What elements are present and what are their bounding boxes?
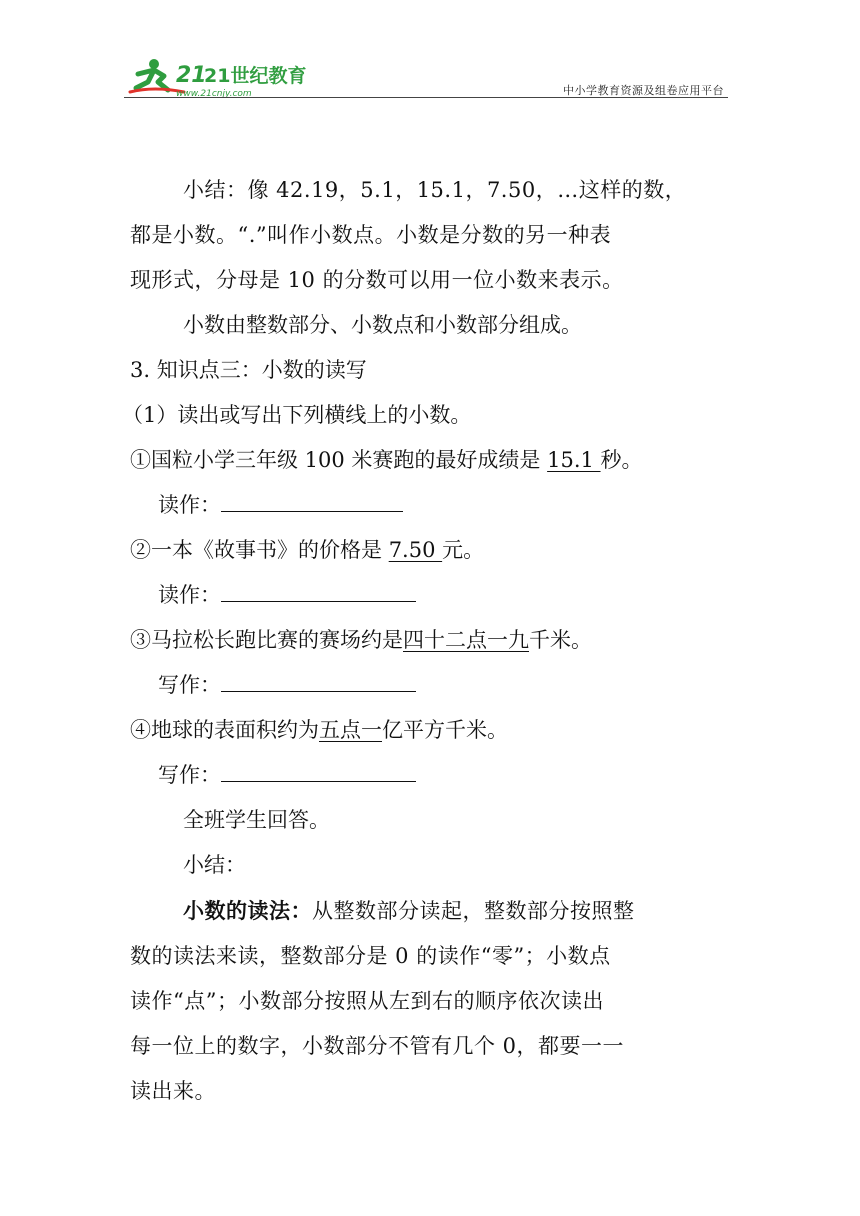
class-answer: 全班学生回答。 (183, 808, 330, 832)
question-1-unit: 秒。 (600, 448, 643, 472)
question-3-unit: 千米。 (529, 628, 592, 652)
platform-name: 中小学教育资源及组卷应用平台 (563, 84, 724, 97)
question-1-number: 15.1 (547, 448, 601, 472)
reading-rule-line-4: 每一位上的数字，小数部分不管有几个 0，都要一一 (130, 1034, 625, 1058)
question-3-text: ③马拉松长跑比赛的赛场约是 (130, 628, 403, 652)
logo-icon (124, 52, 314, 100)
answer-1 (130, 483, 730, 528)
summary-2-label: 小结： (183, 853, 246, 877)
summary-line-3: 现形式，分母是 10 的分数可以用一位小数来表示。 (130, 268, 624, 292)
answer-4 (130, 753, 730, 798)
reading-rule-line-3: 读作“点”；小数部分按照从左到右的顺序依次读出 (130, 989, 604, 1013)
question-2-text: ②一本《故事书》的价格是 (130, 538, 389, 562)
question-2-number: 7.50 (388, 538, 443, 562)
answer-4-label: 写作： (158, 763, 221, 787)
question-3-number: 四十二点一九 (403, 628, 529, 652)
reading-rule-text-1: 从整数部分读起，整数部分按照整 (312, 899, 635, 923)
logo-url: www.21cnjy.com (176, 89, 252, 99)
section-title: 3. 知识点三：小数的读写 (130, 358, 367, 382)
answer-1-blank[interactable] (221, 487, 403, 512)
question-4-number: 五点一 (319, 718, 382, 742)
reading-rule-line-2: 数的读法来读，整数部分是 0 的读作“零”；小数点 (130, 944, 611, 968)
answer-4-blank[interactable] (221, 757, 416, 782)
question-4 (130, 708, 730, 753)
question-1-text: ①国粒小学三年级 100 米赛跑的最好成绩是 (130, 448, 548, 472)
answer-3-blank[interactable] (221, 667, 416, 692)
question-2-unit: 元。 (442, 538, 485, 562)
logo-text: 21世纪教育 (204, 65, 307, 87)
summary-line-2: 都是小数。“.”叫作小数点。小数是分数的另一种表 (130, 223, 612, 247)
question-1 (130, 438, 730, 483)
reading-rule-line-1 (130, 888, 730, 934)
reading-rule-line-5: 读出来。 (130, 1079, 216, 1103)
question-2 (130, 528, 730, 573)
sub-title: （1）读出或写出下列横线上的小数。 (122, 403, 472, 427)
question-3 (130, 618, 730, 663)
question-4-text: ④地球的表面积约为 (130, 718, 319, 742)
header-divider (124, 97, 728, 98)
document-body (122, 168, 730, 1114)
question-4-unit: 亿平方千米。 (382, 718, 508, 742)
answer-1-label: 读作： (158, 493, 221, 517)
page-header (124, 52, 728, 100)
answer-3-label: 写作： (158, 673, 221, 697)
answer-3 (130, 663, 730, 708)
composition-text: 小数由整数部分、小数点和小数部分组成。 (183, 313, 582, 337)
reading-rule-title: 小数的读法： (183, 898, 312, 923)
svg-text:21: 21 (176, 63, 207, 88)
answer-2 (130, 573, 730, 618)
answer-2-blank[interactable] (221, 577, 416, 602)
answer-2-label: 读作： (158, 583, 221, 607)
summary-line-1: 小结：像 42.19，5.1，15.1，7.50，…这样的数， (183, 178, 687, 202)
